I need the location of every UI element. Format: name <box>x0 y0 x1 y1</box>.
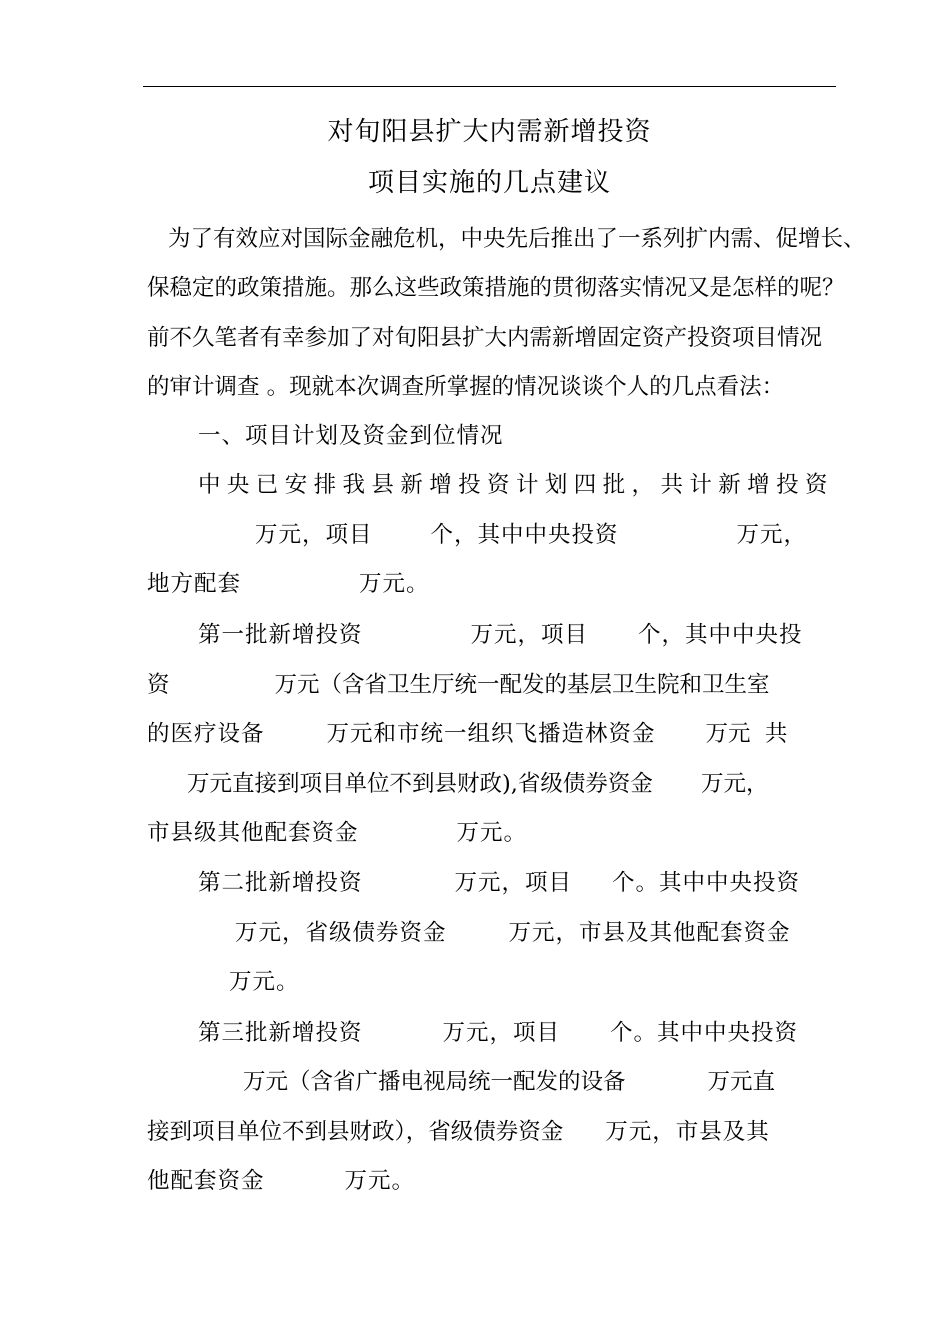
para3-line-2 <box>147 918 833 948</box>
para4-text: 万元。 <box>344 1168 416 1194</box>
para2-line-5 <box>147 818 833 848</box>
para3-text: 万元，项目 <box>454 870 573 896</box>
para3-line-1 <box>198 868 884 898</box>
para4-text: 个。其中中央投资 <box>610 1020 799 1046</box>
para2-text: 万元 共 <box>705 721 788 747</box>
para2-text: 资 <box>147 672 170 698</box>
para2-text: 万元直接到项目单位不到县财政),省级债券资金 <box>187 771 653 797</box>
para2-text: 万元和市统一组织飞播造林资金 <box>326 721 656 747</box>
para4-text: 万元（含省广播电视局统一配发的设备 <box>243 1069 626 1095</box>
para1-line-1: 中央已安排我县新增投资计划四批，共计新增投资 <box>198 472 833 498</box>
para2-text: 万元，项目 <box>470 622 589 648</box>
document-title-line-1: 对旬阳县扩大内需新增投资 <box>327 117 652 147</box>
para3-text: 个。其中中央投资 <box>612 870 801 896</box>
para2-text: 万元， <box>700 771 769 797</box>
para2-text: 个，其中中央投 <box>638 622 803 648</box>
para1-text: 地方配套 <box>147 571 242 597</box>
intro-line-1: 为了有效应对国际金融危机，中央先后推出了一系列扩内需、促增长、 <box>168 226 866 252</box>
para2-line-3 <box>147 719 833 749</box>
intro-line-4: 的审计调查 。现就本次调查所掌握的情况谈谈个人的几点看法： <box>147 374 785 400</box>
para4-text: 万元直 <box>707 1069 776 1095</box>
intro-line-2: 保稳定的政策措施。那么这些政策措施的贯彻落实情况又是怎样的呢？ <box>147 275 845 301</box>
para4-text: 他配套资金 <box>147 1168 265 1194</box>
para2-text: 万元。 <box>456 820 528 846</box>
para4-text: 万元，项目 <box>442 1020 561 1046</box>
para1-text: 万元。 <box>359 571 430 597</box>
para1-line-2 <box>147 520 833 550</box>
para2-line-2 <box>147 670 833 700</box>
para1-line-3 <box>147 569 833 599</box>
para3-text: 万元。 <box>229 969 300 995</box>
para4-line-4 <box>147 1166 833 1196</box>
para3-text: 万元，市县及其他配套资金 <box>508 920 791 946</box>
section-heading-1: 一、项目计划及资金到位情况 <box>198 423 504 449</box>
para2-text: 万元（含省卫生厅统一配发的基层卫生院和卫生室 <box>274 672 770 698</box>
para2-line-1 <box>198 620 884 650</box>
para1-text: 万元， <box>736 522 808 548</box>
para1-text: 万元，项目 <box>255 522 373 548</box>
para1-text: 个，其中中央投资 <box>430 522 619 548</box>
para3-line-3 <box>147 967 833 997</box>
para4-text: 万元，市县及其 <box>605 1119 770 1145</box>
para3-text: 万元，省级债券资金 <box>235 920 447 946</box>
intro-line-3: 前不久笔者有幸参加了对旬阳县扩大内需新增固定资产投资项目情况 <box>147 325 823 351</box>
para4-line-1 <box>198 1018 884 1048</box>
para2-text: 的医疗设备 <box>147 721 265 747</box>
document-title-line-2: 项目实施的几点建议 <box>367 168 611 198</box>
para4-text: 接到项目单位不到县财政），省级债券资金 <box>147 1119 564 1145</box>
para4-text: 第三批新增投资 <box>198 1020 363 1046</box>
para2-text: 第一批新增投资 <box>198 622 363 648</box>
para3-text: 第二批新增投资 <box>198 870 363 896</box>
para4-line-3 <box>147 1117 833 1147</box>
para4-line-2 <box>147 1067 833 1097</box>
para2-text: 市县级其他配套资金 <box>147 820 359 846</box>
header-rule <box>143 86 836 87</box>
para2-line-4 <box>147 769 833 799</box>
